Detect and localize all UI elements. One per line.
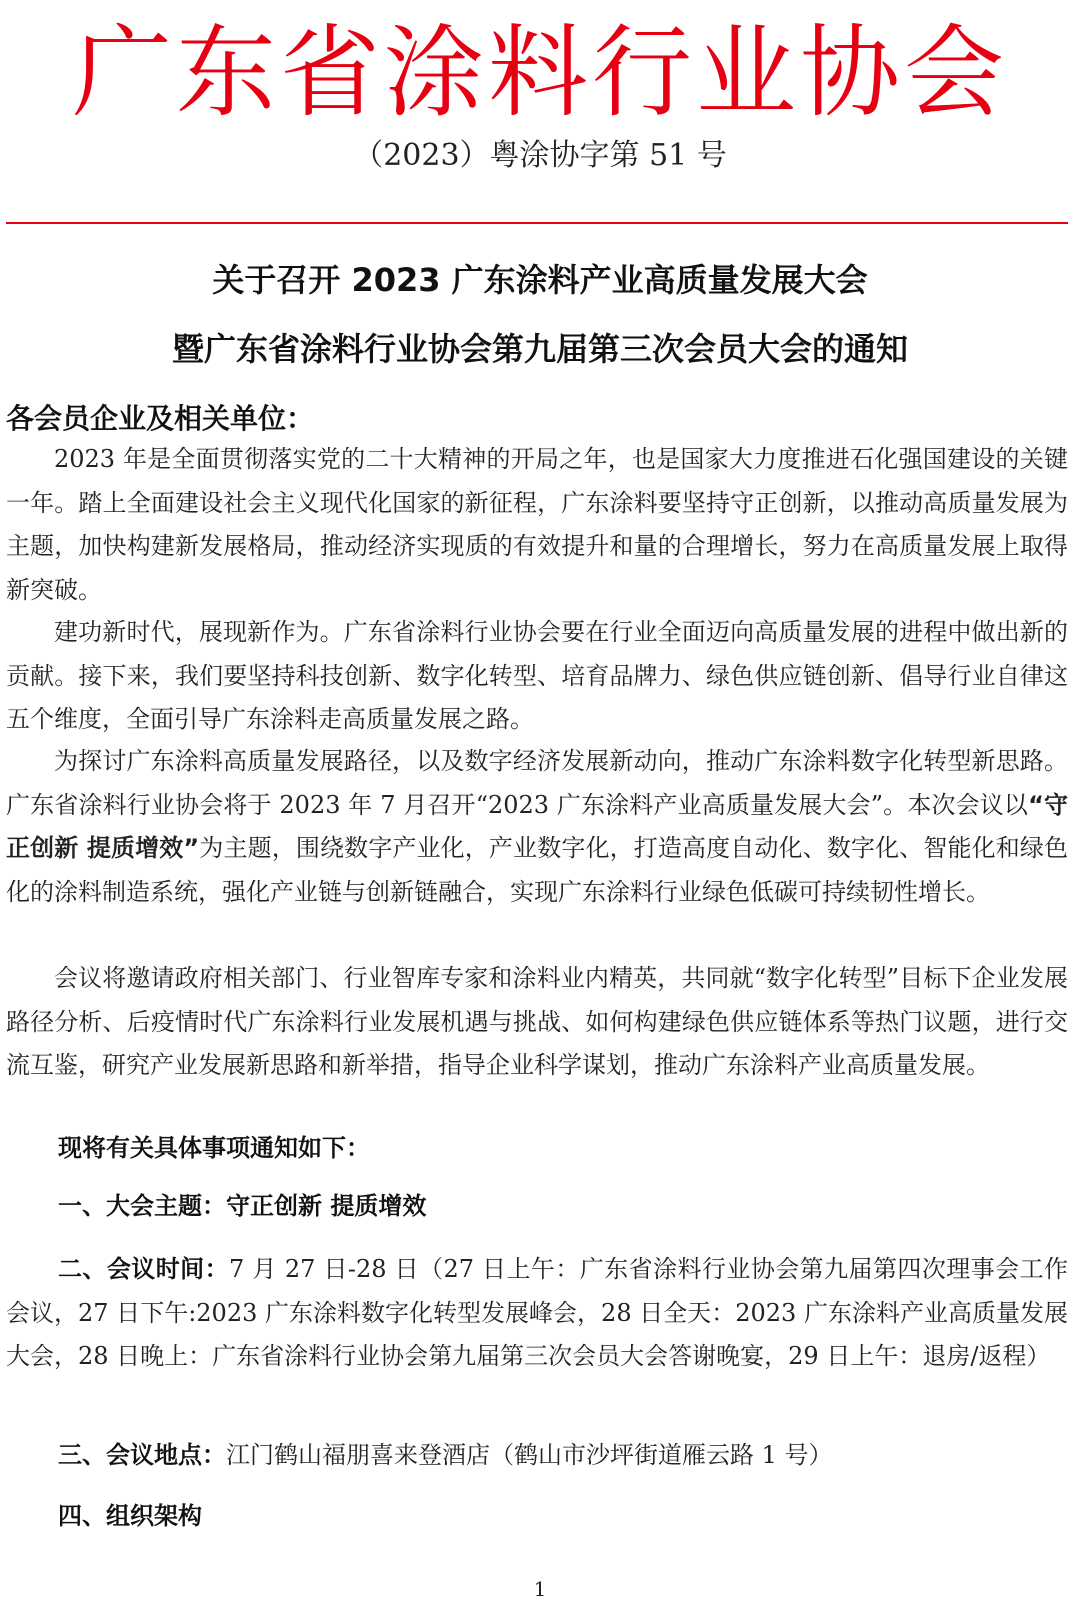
body-paragraph-4: 会议将邀请政府相关部门、行业智库专家和涂料业内精英，共同就“数字化转型”目标下企业发展路径分析、后疫情时代广东涂料行业发展机遇与挑战、如何构建绿色供应链体系等热门议题，进行交流互鉴，研究产业发展新思路和新举措，指导企业科学谋划，推动广东涂料产业高质量发展。 [6,964,1068,1079]
meeting-time-label: 二、会议时间： [58,1255,230,1283]
meeting-place-text: 江门鹤山福朋喜来登酒店（鹤山市沙坪街道雁云路 1 号） [226,1441,833,1469]
meeting-place-label: 三、会议地点： [58,1441,226,1469]
item-conference-theme: 一、大会主题：守正创新 提质增效 [58,1192,427,1220]
notice-title-line-1: 关于召开 2023 广东涂料产业高质量发展大会 [212,261,868,299]
item-meeting-place [6,1434,1068,1478]
conference-theme-inline: “守正创新 提质增效” [6,790,1069,862]
body-paragraph-3 [6,740,1068,914]
body-paragraph-3-part-a: 为探讨广东涂料高质量发展路径，以及数字经济发展新动向，推动广东涂料数字化转型新思路。广东省涂料行业协会将于 2023 年 7 月召开“2023 广东涂料产业高质量发展大会”。本次会议以 [6,747,1068,819]
masthead-org-name: 广东省涂料行业协会 [72,14,1008,131]
items-intro: 现将有关具体事项通知如下： [58,1134,370,1162]
page-number: 1 [533,1577,547,1601]
body-paragraph-1: 2023 年是全面贯彻落实党的二十大精神的开局之年，也是国家大力度推进石化强国建设的关键一年。踏上全面建设社会主义现代化国家的新征程，广东涂料要坚持守正创新，以推动高质量发展为主题，加快构建新发展格局，推动经济实现质的有效提升和量的合理增长，努力在高质量发展上取得新突破。 [6,445,1068,604]
red-divider-line [6,222,1068,224]
document-number: （2023）粤涂协字第 51 号 [353,138,727,173]
body-paragraph-3-part-b: 为主题，围绕数字产业化，产业数字化，打造高度自动化、数字化、智能化和绿色化的涂料制造系统，强化产业链与创新链融合，实现广东涂料行业绿色低碳可持续韧性增长。 [6,834,1068,906]
notice-title-line-2: 暨广东省涂料行业协会第九届第三次会员大会的通知 [171,330,908,368]
item-organization: 四、组织架构 [58,1502,202,1530]
body-paragraph-2: 建功新时代，展现新作为。广东省涂料行业协会要在行业全面迈向高质量发展的进程中做出新的贡献。接下来，我们要坚持科技创新、数字化转型、培育品牌力、绿色供应链创新、倡导行业自律这五个维度，全面引导广东涂料走高质量发展之路。 [6,618,1068,733]
item-meeting-time [6,1248,1068,1379]
salutation: 各会员企业及相关单位： [6,402,315,435]
meeting-time-text: 7 月 27 日-28 日（27 日上午：广东省涂料行业协会第九届第四次理事会工作会议，27 日下午:2023 广东涂料数字化转型发展峰会，28 日全天：2023 广东涂料产业高质量发展大会，28 日晚上：广东省涂料行业协会第九届第三次会员大会答谢晚宴，29 日上午：退房/返程） [6,1255,1069,1370]
